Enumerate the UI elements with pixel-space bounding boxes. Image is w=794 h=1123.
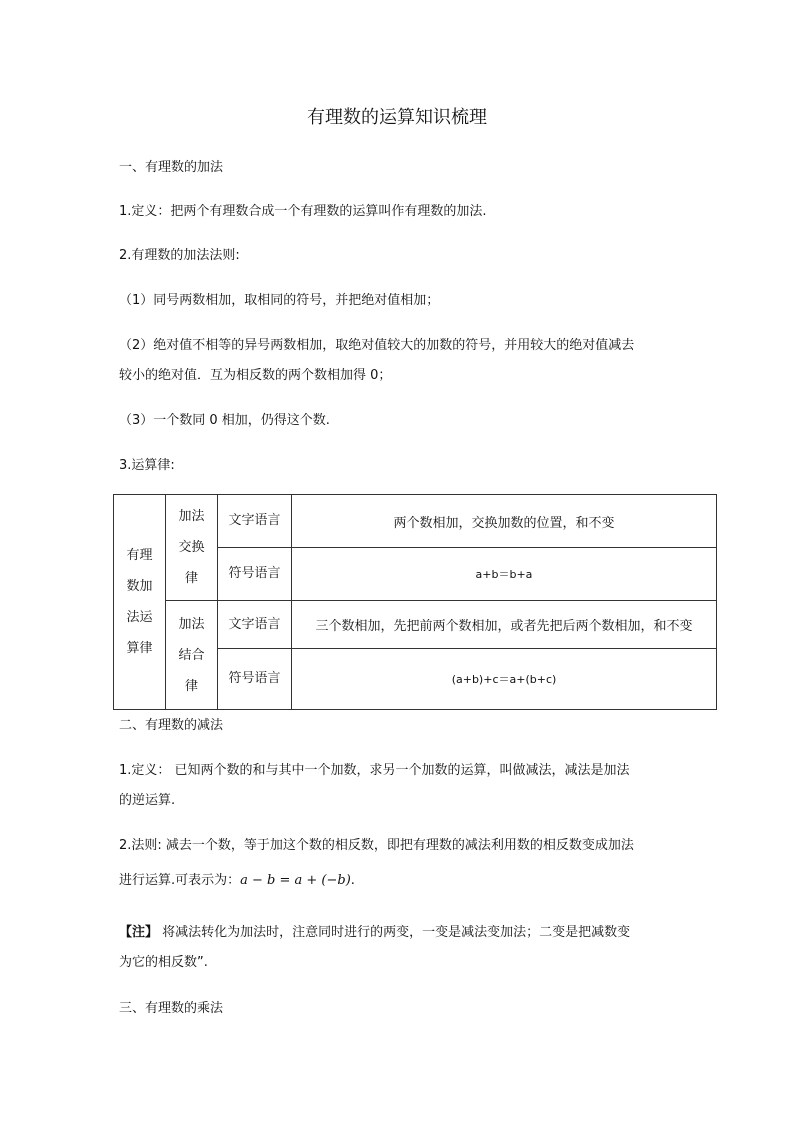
associative-symbol-label: 符号语言 — [218, 649, 292, 710]
section-heading-subtraction: 二、有理数的减法 — [119, 718, 224, 733]
addition-rule-3: （3）一个数同 0 相加，仍得这个数. — [119, 413, 330, 428]
subtraction-note-line-1 — [119, 924, 630, 942]
associative-word-label: 文字语言 — [218, 601, 292, 649]
addition-rule-2-line-1: （2）绝对值不相等的异号两数相加，取绝对值较大的加数的符号，并用较大的绝对值减去 — [119, 338, 635, 353]
operation-laws-label: 3.运算律: — [119, 458, 175, 473]
associative-law-label: 加法 结合 律 — [166, 601, 218, 710]
subtraction-rule-text: 进行运算.可表示为： — [119, 873, 241, 888]
table-main-label: 有理 数加 法运 算律 — [114, 495, 166, 710]
section-heading-multiplication: 三、有理数的乘法 — [119, 1001, 224, 1016]
addition-laws-table — [113, 494, 717, 710]
section-heading-addition: 一、有理数的加法 — [119, 160, 224, 175]
commutative-word-text: 两个数相加，交换加数的位置，和不变 — [292, 495, 717, 548]
subtraction-rule-line-2 — [119, 872, 355, 890]
addition-rule-2-line-2: 较小的绝对值．互为相反数的两个数相加得 0； — [119, 368, 392, 383]
subtraction-definition-line-2: 的逆运算. — [119, 793, 176, 808]
addition-rule-1: （1）同号两数相加，取相同的符号，并把绝对值相加； — [119, 293, 440, 308]
page-title: 有理数的运算知识梳理 — [307, 107, 487, 128]
commutative-law-label: 加法 交换 律 — [166, 495, 218, 601]
subtraction-formula-period: . — [350, 873, 355, 888]
subtraction-definition-line-1: 1.定义： 已知两个数的和与其中一个加数，求另一个加数的运算，叫做减法，减法是加法 — [119, 763, 630, 778]
commutative-symbol-label: 符号语言 — [218, 548, 292, 601]
subtraction-note-line-2: 为它的相反数”. — [119, 955, 208, 970]
subtraction-formula: a − b = a + (−b) — [240, 873, 351, 888]
note-text: 将减法转化为加法时，注意同时进行的两变，一变是减法变加法；二变是把减数变 — [158, 925, 631, 940]
note-tag: 【注】 — [119, 925, 159, 940]
associative-formula: (a+b)+c＝a+(b+c) — [292, 649, 717, 710]
addition-rules-label: 2.有理数的加法法则: — [119, 248, 240, 263]
associative-word-text: 三个数相加，先把前两个数相加，或者先把后两个数相加，和不变 — [292, 601, 717, 649]
commutative-word-label: 文字语言 — [218, 495, 292, 548]
subtraction-rule-line-1: 2.法则: 减去一个数，等于加这个数的相反数，即把有理数的减法利用数的相反数变成加法 — [119, 838, 634, 853]
commutative-formula: a+b＝b+a — [292, 548, 717, 601]
addition-definition: 1.定义：把两个有理数合成一个有理数的运算叫作有理数的加法. — [119, 204, 487, 219]
